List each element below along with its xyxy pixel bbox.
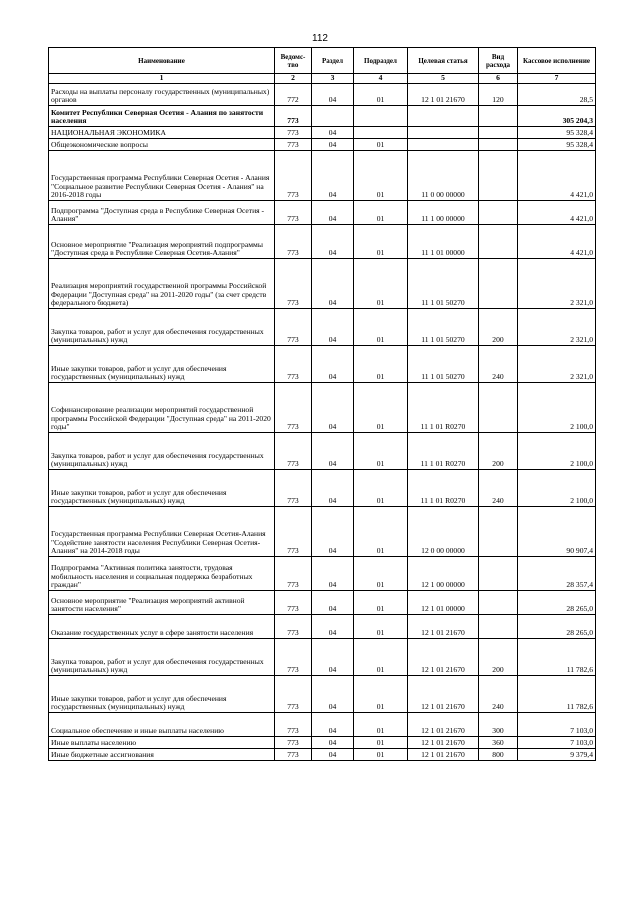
table-row [49,346,596,383]
cell-subsection: 01 [354,470,408,507]
cell-name: Реализация мероприятий государственной программы Российской Федерации "Доступная среда" на 2011-2020 годы" (за счет средств федерального бюджета) [49,259,275,309]
cell-expense-type: 240 [479,346,518,383]
cell-section: 04 [312,470,354,507]
cell-department: 773 [275,676,312,713]
cell-expense-type: 200 [479,309,518,346]
table-row [49,749,596,761]
cell-subsection: 01 [354,259,408,309]
table-row [49,676,596,713]
cell-target-item: 11 1 01 R0270 [408,470,479,507]
table-row [49,201,596,225]
cell-amount: 4 421,0 [518,201,596,225]
cell-section: 04 [312,591,354,615]
table-row [49,507,596,557]
header-subsection: Подраздел [354,48,408,74]
cell-amount: 28 357,4 [518,557,596,591]
cell-department: 773 [275,259,312,309]
cell-section: 04 [312,507,354,557]
cell-target-item: 12 0 00 00000 [408,507,479,557]
cell-name: Основное мероприятие "Реализация мероприятий подпрограммы "Доступная среда в Республике Северная Осетия-Алания" [49,225,275,259]
table-row [49,615,596,639]
cell-subsection: 01 [354,713,408,737]
cell-amount: 90 907,4 [518,507,596,557]
cell-amount: 7 103,0 [518,737,596,749]
cell-department: 773 [275,309,312,346]
column-number: 3 [312,74,354,84]
cell-department: 773 [275,713,312,737]
cell-section: 04 [312,433,354,470]
table-row [49,84,596,106]
cell-name: Иные закупки товаров, работ и услуг для обеспечения государственных (муниципальных) нужд [49,346,275,383]
cell-target-item: 12 1 01 21670 [408,84,479,106]
cell-section: 04 [312,749,354,761]
cell-expense-type [479,106,518,127]
cell-subsection: 01 [354,557,408,591]
cell-department: 773 [275,470,312,507]
cell-subsection: 01 [354,84,408,106]
cell-amount: 2 321,0 [518,259,596,309]
table-row [49,225,596,259]
cell-subsection: 01 [354,639,408,676]
table-row [49,591,596,615]
cell-section: 04 [312,139,354,151]
page-number: 112 [312,33,328,44]
cell-section: 04 [312,383,354,433]
cell-section: 04 [312,201,354,225]
cell-expense-type [479,127,518,139]
table-row [49,383,596,433]
cell-section: 04 [312,259,354,309]
cell-department: 773 [275,139,312,151]
cell-target-item: 12 1 00 00000 [408,557,479,591]
cell-department: 773 [275,591,312,615]
table-row [49,470,596,507]
cell-subsection [354,106,408,127]
cell-department: 773 [275,201,312,225]
table-row [49,433,596,470]
cell-expense-type: 300 [479,713,518,737]
cell-target-item: 11 1 01 R0270 [408,433,479,470]
cell-section: 04 [312,309,354,346]
cell-section: 04 [312,346,354,383]
cell-target-item: 12 1 01 21670 [408,676,479,713]
cell-subsection: 01 [354,433,408,470]
table-row [49,151,596,201]
cell-expense-type: 240 [479,676,518,713]
cell-expense-type: 200 [479,639,518,676]
cell-department: 773 [275,749,312,761]
cell-subsection: 01 [354,615,408,639]
cell-amount: 95 328,4 [518,139,596,151]
cell-subsection: 01 [354,309,408,346]
table-row [49,309,596,346]
cell-target-item: 11 1 01 00000 [408,225,479,259]
cell-subsection: 01 [354,346,408,383]
cell-target-item [408,127,479,139]
cell-expense-type: 200 [479,433,518,470]
cell-department: 773 [275,127,312,139]
header-department: Ведомс-тво [275,48,312,74]
cell-name: Закупка товаров, работ и услуг для обеспечения государственных (муниципальных) нужд [49,309,275,346]
column-number: 6 [479,74,518,84]
cell-target-item [408,106,479,127]
cell-department: 773 [275,346,312,383]
cell-subsection: 01 [354,225,408,259]
cell-name: Закупка товаров, работ и услуг для обеспечения государственных (муниципальных) нужд [49,639,275,676]
cell-amount: 11 782,6 [518,676,596,713]
header-row [49,48,596,74]
cell-target-item: 12 1 01 21670 [408,713,479,737]
cell-name: Государственная программа Республики Северная Осетия - Алания "Социальное развитие Республики Северная Осетия - Алания" на 2016-2018 годы [49,151,275,201]
cell-department: 773 [275,151,312,201]
column-number: 5 [408,74,479,84]
cell-subsection: 01 [354,139,408,151]
cell-name: Иные закупки товаров, работ и услуг для обеспечения государственных (муниципальных) нужд [49,676,275,713]
cell-name: Подпрограмма "Доступная среда в Республике Северная Осетия - Алания" [49,201,275,225]
table-row [49,713,596,737]
cell-section: 04 [312,127,354,139]
cell-name: Иные бюджетные ассигнования [49,749,275,761]
cell-subsection [354,127,408,139]
table-row [49,106,596,127]
column-number: 1 [49,74,275,84]
cell-section [312,106,354,127]
cell-expense-type [479,225,518,259]
cell-expense-type [479,151,518,201]
cell-department: 773 [275,639,312,676]
cell-name: Оказание государственных услуг в сфере занятости населения [49,615,275,639]
cell-amount: 2 100,0 [518,470,596,507]
cell-department: 773 [275,507,312,557]
cell-subsection: 01 [354,151,408,201]
cell-department: 773 [275,225,312,259]
cell-amount: 9 379,4 [518,749,596,761]
column-number-row [49,74,596,84]
cell-amount: 28,5 [518,84,596,106]
cell-department: 773 [275,383,312,433]
cell-expense-type [479,139,518,151]
table-row [49,557,596,591]
cell-department: 773 [275,557,312,591]
cell-department: 773 [275,106,312,127]
cell-expense-type: 800 [479,749,518,761]
cell-name: Общеэкономические вопросы [49,139,275,151]
cell-amount: 2 321,0 [518,346,596,383]
column-number: 7 [518,74,596,84]
cell-target-item: 12 1 01 00000 [408,591,479,615]
cell-target-item: 11 1 01 50270 [408,309,479,346]
cell-subsection: 01 [354,676,408,713]
cell-name: Государственная программа Республики Северная Осетия-Алания "Содействие занятости населения Республики Северная Осетия-Алания" на 2014-2018 годы [49,507,275,557]
cell-section: 04 [312,713,354,737]
table-row [49,639,596,676]
cell-target-item: 12 1 01 21670 [408,639,479,676]
cell-amount: 7 103,0 [518,713,596,737]
cell-name: Иные выплаты населению [49,737,275,749]
header-expense-type: Вид расхода [479,48,518,74]
cell-target-item: 12 1 01 21670 [408,737,479,749]
cell-department: 773 [275,737,312,749]
cell-department: 773 [275,615,312,639]
column-number: 4 [354,74,408,84]
cell-section: 04 [312,225,354,259]
cell-section: 04 [312,557,354,591]
cell-name: Закупка товаров, работ и услуг для обеспечения государственных (муниципальных) нужд [49,433,275,470]
header-target-item: Целевая статья [408,48,479,74]
cell-amount: 4 421,0 [518,151,596,201]
cell-subsection: 01 [354,591,408,615]
header-section: Раздел [312,48,354,74]
cell-target-item: 11 0 00 00000 [408,151,479,201]
table-row [49,127,596,139]
cell-name: Софинансирование реализации мероприятий государственной программы Российской Федерации "Доступная среда" на 2011-2020 годы" [49,383,275,433]
cell-expense-type: 240 [479,470,518,507]
cell-section: 04 [312,151,354,201]
table-row [49,139,596,151]
cell-department: 772 [275,84,312,106]
cell-name: Подпрограмма "Активная политика занятости, трудовая мобильность населения и социальная поддержка безработных граждан" [49,557,275,591]
cell-section: 04 [312,615,354,639]
cell-subsection: 01 [354,383,408,433]
cell-name: Иные закупки товаров, работ и услуг для обеспечения государственных (муниципальных) нужд [49,470,275,507]
header-cash-execution: Кассовое исполнение [518,48,596,74]
cell-department: 773 [275,433,312,470]
cell-amount: 2 100,0 [518,383,596,433]
table-row [49,737,596,749]
cell-target-item: 11 1 01 50270 [408,346,479,383]
table-row [49,259,596,309]
budget-execution-table [48,47,596,761]
cell-name: Расходы на выплаты персоналу государственных (муниципальных) органов [49,84,275,106]
cell-subsection: 01 [354,737,408,749]
cell-amount: 2 321,0 [518,309,596,346]
cell-section: 04 [312,676,354,713]
cell-section: 04 [312,737,354,749]
cell-section: 04 [312,639,354,676]
cell-name: Комитет Республики Северная Осетия - Алания по занятости населения [49,106,275,127]
cell-target-item: 11 1 01 R0270 [408,383,479,433]
cell-amount: 4 421,0 [518,225,596,259]
cell-expense-type [479,259,518,309]
cell-expense-type [479,615,518,639]
header-name: Наименование [49,48,275,74]
cell-expense-type [479,557,518,591]
cell-subsection: 01 [354,201,408,225]
cell-target-item: 11 1 00 00000 [408,201,479,225]
cell-section: 04 [312,84,354,106]
cell-expense-type [479,201,518,225]
cell-amount: 95 328,4 [518,127,596,139]
cell-amount: 2 100,0 [518,433,596,470]
column-number: 2 [275,74,312,84]
cell-target-item: 11 1 01 50270 [408,259,479,309]
cell-amount: 28 265,0 [518,591,596,615]
cell-amount: 28 265,0 [518,615,596,639]
cell-expense-type: 360 [479,737,518,749]
cell-subsection: 01 [354,507,408,557]
cell-target-item [408,139,479,151]
cell-amount: 11 782,6 [518,639,596,676]
cell-amount: 305 204,3 [518,106,596,127]
cell-expense-type [479,383,518,433]
cell-target-item: 12 1 01 21670 [408,615,479,639]
cell-name: НАЦИОНАЛЬНАЯ ЭКОНОМИКА [49,127,275,139]
cell-subsection: 01 [354,749,408,761]
cell-expense-type [479,591,518,615]
cell-name: Основное мероприятие "Реализация мероприятий активной занятости населения" [49,591,275,615]
cell-name: Социальное обеспечение и иные выплаты населению [49,713,275,737]
cell-target-item: 12 1 01 21670 [408,749,479,761]
cell-expense-type [479,507,518,557]
cell-expense-type: 120 [479,84,518,106]
